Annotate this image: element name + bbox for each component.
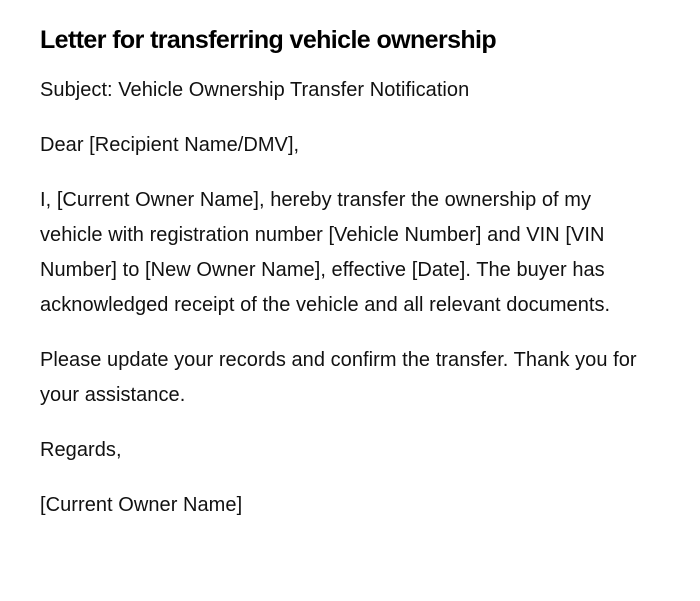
letter-body-paragraph-2: Please update your records and confirm the transfer. Thank you for your assistance.	[40, 349, 637, 406]
letter-signature: [Current Owner Name]	[40, 494, 243, 516]
letter-closing: Regards,	[40, 439, 122, 461]
letter-body-paragraph-1: I, [Current Owner Name], hereby transfer the ownership of my vehicle with registration number [Vehicle Number] and VIN [VIN Number] to [New Owner Name], effective [Date]. The buyer has acknowledged receipt of the vehicle and all relevant documents.	[40, 189, 611, 316]
letter-subject: Subject: Vehicle Ownership Transfer Notification	[40, 79, 470, 101]
letter-document	[40, 22, 640, 543]
document-title: Letter for transferring vehicle ownership	[40, 26, 497, 54]
letter-salutation: Dear [Recipient Name/DMV],	[40, 134, 300, 156]
